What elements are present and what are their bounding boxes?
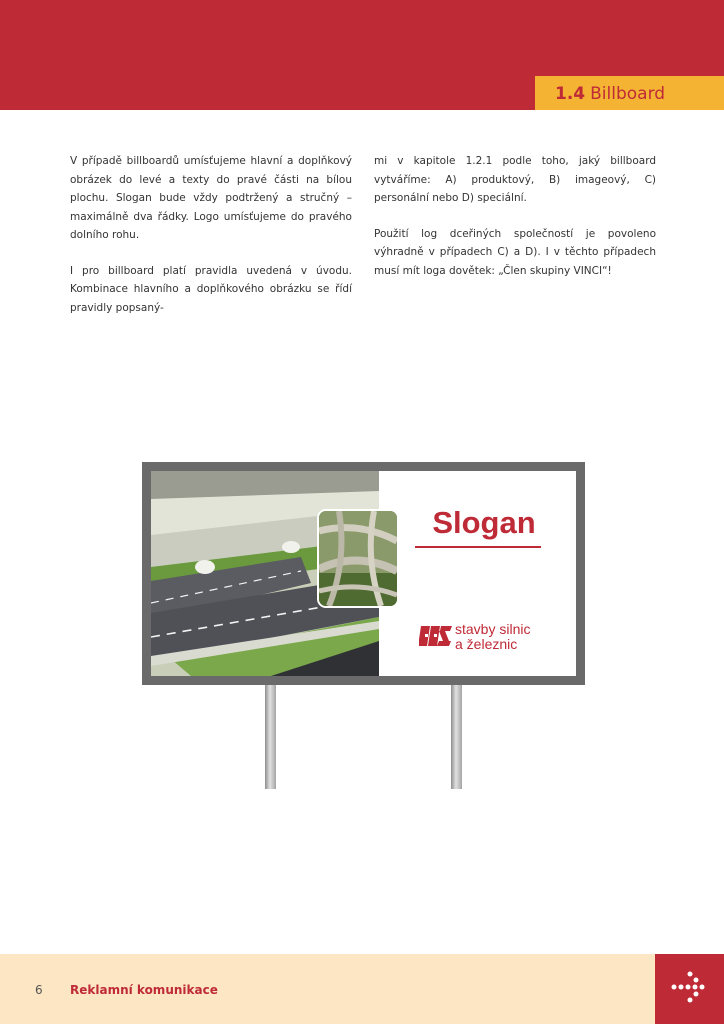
billboard-leg-left bbox=[265, 685, 276, 789]
paragraph: V případě billboardů umísťujeme hlavní a doplňkový obrázek do levé a texty do pravé části na bílou plochu. Slogan bude vždy podtržený a stručný – maximálně dva řádky. Logo umísťujeme do pravého dolního rohu. bbox=[70, 155, 352, 241]
text-column-right bbox=[374, 152, 656, 297]
paragraph: Použití log dceřiných společností je povoleno výhradně v případech C) a D). I v těchto případech musí mít loga dovětek: „Člen skupiny VINCI“! bbox=[374, 227, 656, 277]
footer-title: Reklamní komunikace bbox=[70, 983, 218, 997]
billboard-face bbox=[151, 471, 576, 676]
billboard-slogan: Slogan bbox=[432, 505, 536, 540]
section-number: 1.4 bbox=[555, 84, 586, 104]
ssz-logo-text bbox=[455, 622, 530, 652]
logo-line: a železnic bbox=[455, 636, 518, 652]
dots-arrow-icon bbox=[655, 954, 724, 1024]
section-title: Billboard bbox=[590, 84, 666, 104]
paragraph: I pro billboard platí pravidla uvedená v úvodu. Kombinace hlavního a doplňkového obrázku se řídí pravidly popsaný- bbox=[70, 264, 352, 314]
ssz-logo bbox=[419, 621, 559, 657]
logo-line: stavby silnic bbox=[455, 621, 531, 637]
billboard-leg-right bbox=[451, 685, 462, 789]
text-column-left bbox=[70, 152, 352, 334]
paragraph: mi v kapitole 1.2.1 podle toho, jaký billboard vytváříme: A) produktový, B) imageový, C) personální nebo D) speciální. bbox=[374, 155, 656, 204]
slogan-underline bbox=[415, 546, 541, 548]
page-number: 6 bbox=[35, 983, 43, 997]
billboard-illustration bbox=[142, 462, 585, 685]
section-heading bbox=[535, 76, 724, 110]
footer-corner bbox=[655, 954, 724, 1024]
ssz-logo-mark bbox=[419, 623, 452, 649]
interchange-photo bbox=[317, 509, 399, 608]
